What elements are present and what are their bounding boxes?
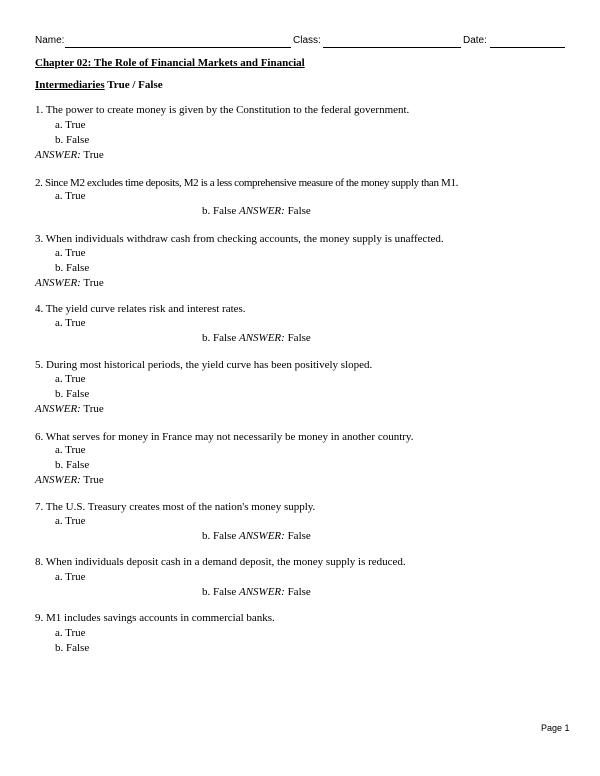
question-6-text: 6. What serves for money in France may not necessarily be money in another country. [35, 431, 414, 443]
question-3-option-b: b. False [55, 262, 90, 274]
answer-label: ANSWER: [238, 332, 285, 344]
question-2-option-a: a. True [55, 190, 86, 202]
answer-label: ANSWER: [238, 586, 285, 598]
question-1-text: 1. The power to create money is given by the Constitution to the federal government. [35, 104, 410, 116]
name-label: Name: [35, 35, 65, 46]
question-4-option-b-answer [202, 332, 311, 345]
subtitle-underlined: Intermediaries [35, 79, 105, 91]
question-1-option-a: a. True [55, 119, 86, 131]
question-6-answer [35, 474, 104, 487]
question-2-option-b-answer [202, 205, 311, 218]
question-2-text: 2. Since M2 excludes time deposits, M2 is a less comprehensive measure of the money supply than M1. [35, 177, 458, 189]
question-4-text: 4. The yield curve relates risk and interest rates. [35, 303, 246, 315]
question-9-option-b: b. False [55, 642, 90, 654]
student-info-header [35, 35, 565, 51]
option-b: b. False [202, 586, 237, 598]
question-7-option-b-answer [202, 530, 311, 543]
question-8-text: 8. When individuals deposit cash in a demand deposit, the money supply is reduced. [35, 556, 406, 568]
answer-label: ANSWER: [238, 530, 285, 542]
question-6-option-b: b. False [55, 459, 90, 471]
page-number: Page 1 [541, 723, 570, 733]
question-8-option-b-answer [202, 586, 311, 599]
answer-label: ANSWER: [35, 277, 81, 289]
question-1-answer [35, 149, 104, 162]
option-b: b. False [202, 205, 237, 217]
date-label: Date: [463, 35, 487, 46]
question-5-option-b: b. False [55, 388, 90, 400]
question-7-text: 7. The U.S. Treasury creates most of the nation's money supply. [35, 501, 316, 513]
question-5-text: 5. During most historical periods, the yield curve has been positively sloped. [35, 359, 373, 371]
answer-value: True [83, 277, 104, 289]
answer-label: ANSWER: [35, 474, 81, 486]
answer-label: ANSWER: [238, 205, 285, 217]
option-b: b. False [202, 332, 237, 344]
question-3-answer [35, 277, 104, 290]
question-8-option-a: a. True [55, 571, 86, 583]
answer-value: False [287, 332, 311, 344]
question-3-text: 3. When individuals withdraw cash from checking accounts, the money supply is unaffected. [35, 233, 444, 245]
question-6-option-a: a. True [55, 444, 86, 456]
answer-value: False [287, 205, 311, 217]
question-1-option-b: b. False [55, 134, 90, 146]
date-field-line[interactable] [490, 47, 565, 48]
answer-value: False [287, 530, 311, 542]
chapter-title: Chapter 02: The Role of Financial Markets and Financial [35, 57, 305, 69]
option-b: b. False [202, 530, 237, 542]
question-7-option-a: a. True [55, 515, 86, 527]
name-field-line[interactable] [65, 47, 291, 48]
question-5-answer [35, 403, 104, 416]
question-9-text: 9. M1 includes savings accounts in commercial banks. [35, 612, 275, 624]
question-9-option-a: a. True [55, 627, 86, 639]
answer-label: ANSWER: [35, 149, 81, 161]
question-4-option-a: a. True [55, 317, 86, 329]
answer-value: True [83, 149, 104, 161]
class-label: Class: [293, 35, 321, 46]
subtitle-rest: True / False [104, 79, 163, 91]
question-5-option-a: a. True [55, 373, 86, 385]
answer-label: ANSWER: [35, 403, 81, 415]
question-3-option-a: a. True [55, 247, 86, 259]
answer-value: True [83, 403, 104, 415]
answer-value: True [83, 474, 104, 486]
section-subtitle [35, 79, 163, 91]
class-field-line[interactable] [323, 47, 461, 48]
answer-value: False [287, 586, 311, 598]
